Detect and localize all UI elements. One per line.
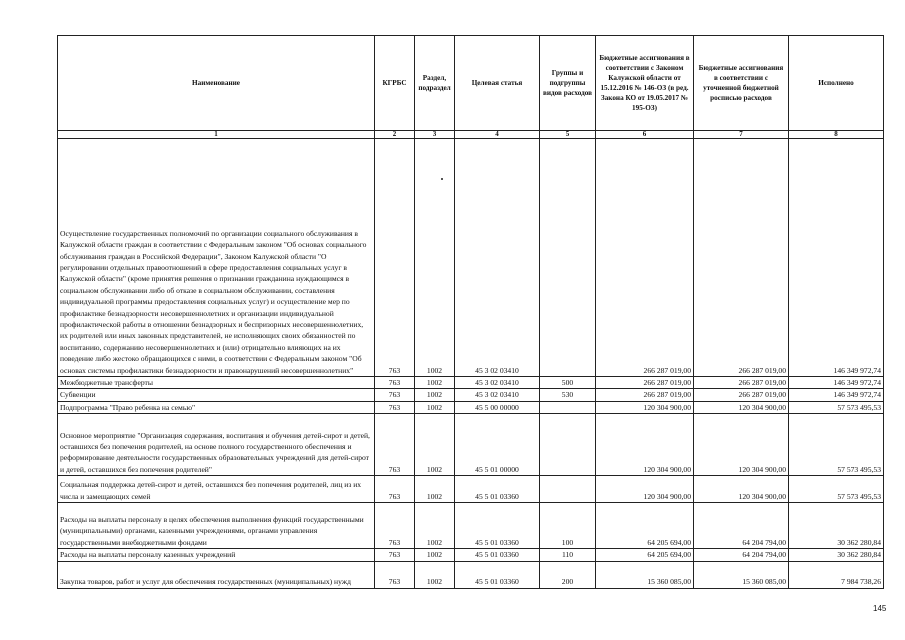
row-name: Расходы на выплаты персоналу в целях обеспечения выполнения функций государственными (муниципальными) органами, казенными учреждениями, органами управления государственными внебюджетными фондами [58,503,375,549]
row-name: Расходы на выплаты персоналу казенных учреждений [58,549,375,561]
row-target: 45 5 01 03360 [455,549,540,561]
row-target: 45 3 02 03410 [455,389,540,401]
column-number-row [58,131,884,139]
row-refined: 266 287 019,00 [694,377,789,389]
row-refined: 120 304 900,00 [694,414,789,476]
header-executed: Исполнено [789,36,884,131]
row-kgrbs: 763 [375,389,415,401]
scan-speck [441,178,443,180]
row-section: 1002 [415,503,455,549]
row-refined: 266 287 019,00 [694,389,789,401]
header-name: Наименование [58,36,375,131]
table-row [58,549,884,561]
row-target: 45 5 01 03360 [455,503,540,549]
table-row [58,377,884,389]
row-target: 45 5 01 03360 [455,561,540,588]
row-section: 1002 [415,139,455,377]
row-executed: 146 349 972,74 [789,377,884,389]
column-number: 6 [596,131,694,139]
table-row [58,561,884,588]
header-groups: Группы и подгруппы видов расходов [540,36,596,131]
row-section: 1002 [415,414,455,476]
row-section: 1002 [415,561,455,588]
row-section: 1002 [415,389,455,401]
column-number: 5 [540,131,596,139]
table-row [58,139,884,377]
row-refined: 64 204 794,00 [694,503,789,549]
table-row [58,401,884,413]
row-kgrbs: 763 [375,414,415,476]
column-number: 4 [455,131,540,139]
row-group [540,139,596,377]
table-row [58,389,884,401]
column-number: 8 [789,131,884,139]
row-target: 45 5 00 00000 [455,401,540,413]
row-name: Межбюджетные трансферты [58,377,375,389]
row-section: 1002 [415,476,455,503]
row-name: Основное мероприятие "Организация содержания, воспитания и обучения детей-сирот и детей, оставшихся без попечения родителей, на основе полного государственного обеспечения и реформирование деятельности государственных образовательных учреждений для детей-сирот и детей, оставшихся без попечения родителей" [58,414,375,476]
row-group: 200 [540,561,596,588]
row-kgrbs: 763 [375,503,415,549]
row-section: 1002 [415,549,455,561]
column-number: 2 [375,131,415,139]
row-approved: 266 287 019,00 [596,377,694,389]
header-row [58,36,884,131]
row-name: Социальная поддержка детей-сирот и детей, оставшихся без попечения родителей, лиц из их числа и замещающих семей [58,476,375,503]
row-approved: 64 205 694,00 [596,549,694,561]
row-group [540,401,596,413]
row-group [540,414,596,476]
page-number: 145 [873,604,887,613]
row-executed: 57 573 495,53 [789,401,884,413]
row-executed: 146 349 972,74 [789,139,884,377]
table-row [58,414,884,476]
row-group [540,476,596,503]
column-number: 1 [58,131,375,139]
row-group: 500 [540,377,596,389]
row-approved: 266 287 019,00 [596,139,694,377]
row-refined: 266 287 019,00 [694,139,789,377]
row-kgrbs: 763 [375,377,415,389]
row-name: Субвенции [58,389,375,401]
header-approved: Бюджетные ассигнования в соответствии с Законом Калужской области от 15.12.2016 № 146-ОЗ (в ред. Закона КО от 19.05.2017 № 195-ОЗ) [596,36,694,131]
row-executed: 7 984 738,26 [789,561,884,588]
row-executed: 30 362 280,84 [789,549,884,561]
row-executed: 57 573 495,53 [789,414,884,476]
row-refined: 120 304 900,00 [694,401,789,413]
row-approved: 266 287 019,00 [596,389,694,401]
row-executed: 146 349 972,74 [789,389,884,401]
row-target: 45 3 02 03410 [455,139,540,377]
header-target: Целевая статья [455,36,540,131]
header-kgrbs: КГРБС [375,36,415,131]
row-name: Закупка товаров, работ и услуг для обеспечения государственных (муниципальных) нужд [58,561,375,588]
row-target: 45 5 01 03360 [455,476,540,503]
row-approved: 120 304 900,00 [596,414,694,476]
row-approved: 120 304 900,00 [596,401,694,413]
row-refined: 64 204 794,00 [694,549,789,561]
row-section: 1002 [415,377,455,389]
row-refined: 15 360 085,00 [694,561,789,588]
row-executed: 57 573 495,53 [789,476,884,503]
column-number: 7 [694,131,789,139]
row-kgrbs: 763 [375,549,415,561]
row-approved: 120 304 900,00 [596,476,694,503]
row-refined: 120 304 900,00 [694,476,789,503]
budget-table [57,35,884,589]
table-row [58,503,884,549]
row-name: Осуществление государственных полномочий по организации социального обслуживания в Калужской области граждан в соответствии с Федеральным законом "Об основах социального обслуживания граждан в Российской Федерации", Законом Калужской области "О регулировании отдельных правоотношений в сфере предоставления социальных услуг в Калужской области" (кроме принятия решения о признании гражданина нуждающимся в социальном обслуживании либо об отказе в социальном обслуживании, составления индивидуальной программы предоставления социальных услуг) и осуществление мер по профилактике безнадзорности несовершеннолетних и организации индивидуальной профилактической работы в отношении безнадзорных и беспризорных несовершеннолетних, их родителей или иных законных представителей, не исполняющих своих обязанностей по воспитанию, содержанию несовершеннолетних и (или) отрицательно влияющих на их поведение либо жестоко обращающихся с ними, в соответствии с Федеральным законом "Об основах системы профилактики безнадзорности и правонарушений несовершеннолетних" [58,139,375,377]
row-kgrbs: 763 [375,139,415,377]
row-executed: 30 362 280,84 [789,503,884,549]
row-group: 530 [540,389,596,401]
table-row [58,476,884,503]
row-section: 1002 [415,401,455,413]
row-target: 45 5 01 00000 [455,414,540,476]
header-section: Раздел, подраздел [415,36,455,131]
row-kgrbs: 763 [375,561,415,588]
row-group: 110 [540,549,596,561]
row-approved: 15 360 085,00 [596,561,694,588]
row-group: 100 [540,503,596,549]
row-target: 45 3 02 03410 [455,377,540,389]
row-kgrbs: 763 [375,476,415,503]
row-approved: 64 205 694,00 [596,503,694,549]
row-kgrbs: 763 [375,401,415,413]
header-refined: Бюджетные ассигнования в соответствии с уточненной бюджетной росписью расходов [694,36,789,131]
column-number: 3 [415,131,455,139]
row-name: Подпрограмма "Право ребенка на семью" [58,401,375,413]
